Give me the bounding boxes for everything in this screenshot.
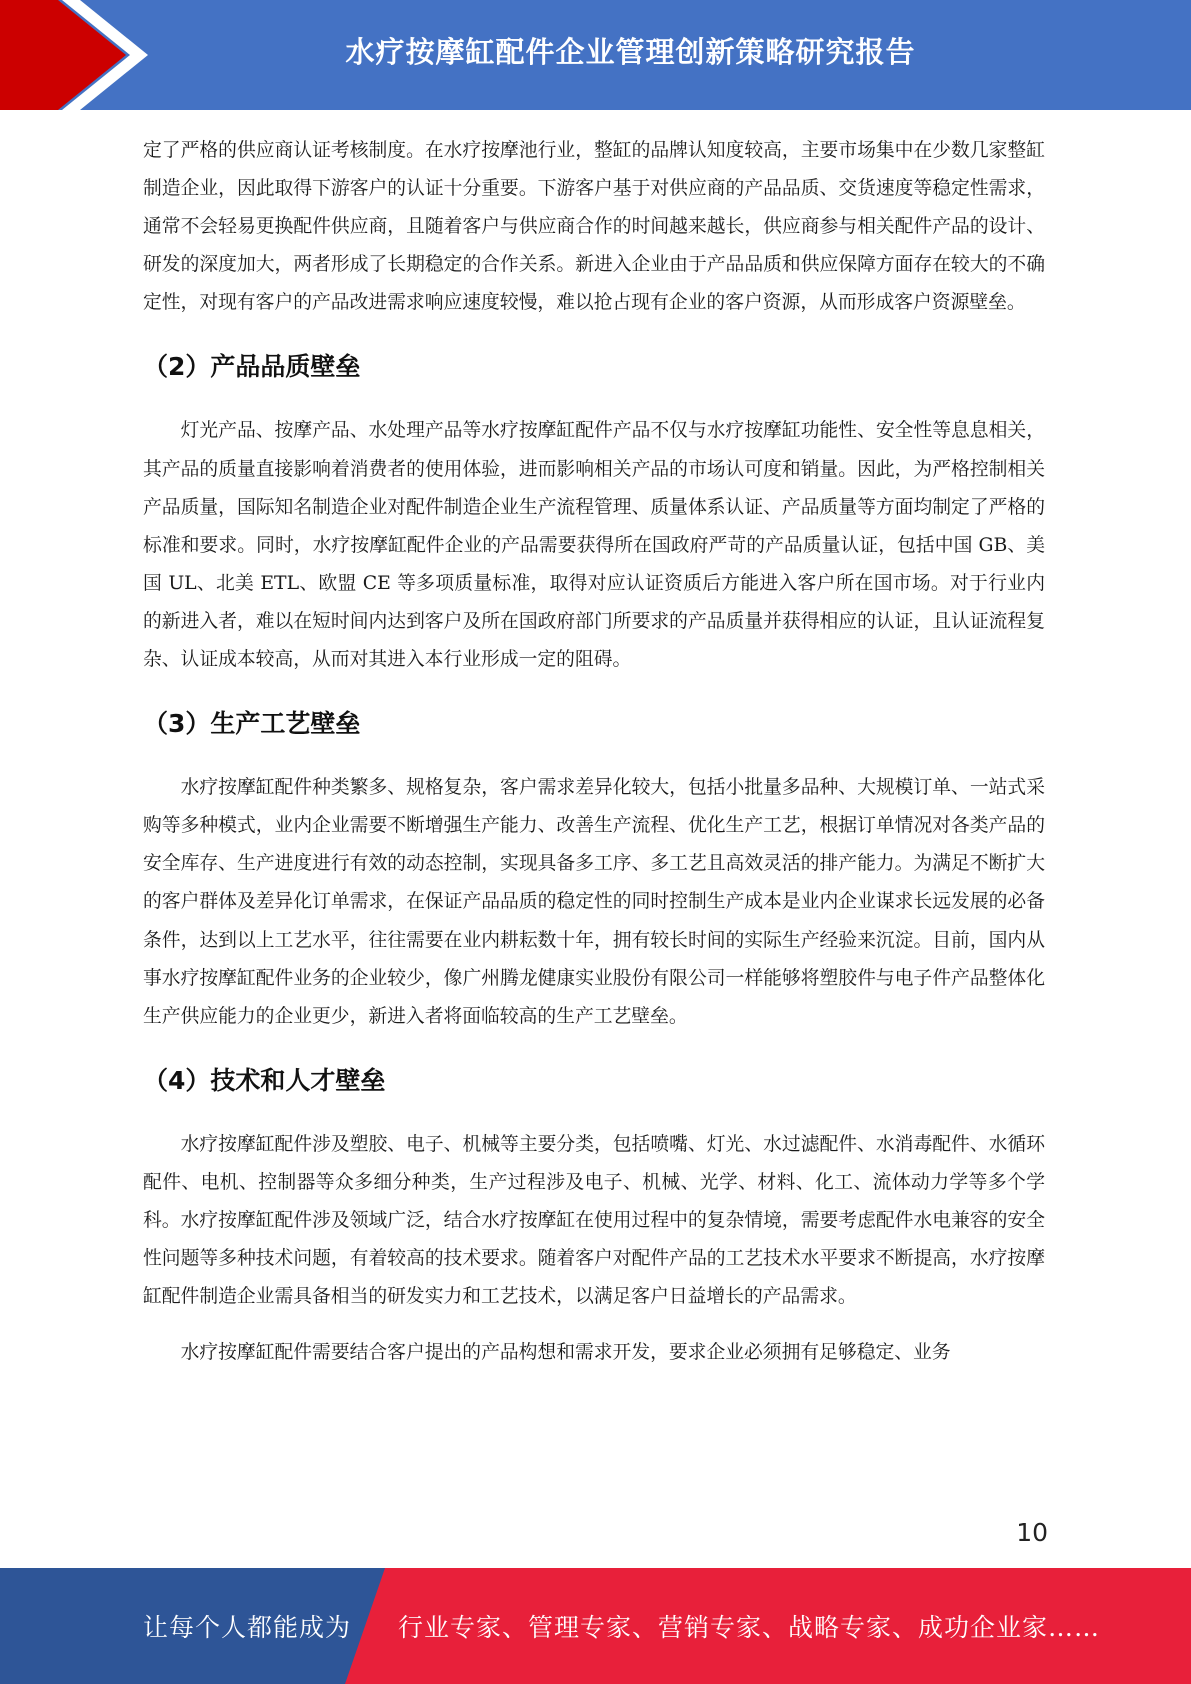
paragraph-tech-talent: 水疗按摩缸配件涉及塑胶、电子、机械等主要分类，包括喷嘴、灯光、水过滤配件、水消毒配件、水循环配件、电机、控制器等众多细分种类，生产过程涉及电子、机械、光学、材料、化工、流体动力学等多个学科。水疗按摩缸配件涉及领域广泛，结合水疗按摩缸在使用过程中的复杂情境，需要考虑配件水电兼容的安全性问题等多种技术问题，有着较高的技术要求。随着客户对配件产品的工艺技术水平要求不断提高，水疗按摩缸配件制造企业需具备相当的研发实力和工艺技术，以满足客户日益增长的产品需求。 bbox=[143, 1133, 1045, 1308]
section-heading-product-quality: （2）产品品质壁垒 bbox=[143, 352, 361, 382]
document-body bbox=[143, 132, 1045, 1372]
footer-slogan-left: 让每个人都能成为 bbox=[143, 1613, 352, 1642]
paragraph-continued: 水疗按摩缸配件需要结合客户提出的产品构想和需求开发，要求企业必须拥有足够稳定、业务 bbox=[180, 1342, 951, 1364]
paragraph-product-quality: 灯光产品、按摩产品、水处理产品等水疗按摩缸配件产品不仅与水疗按摩缸功能性、安全性等息息相关，其产品的质量直接影响着消费者的使用体验，进而影响相关产品的市场认可度和销量。因此，为严格控制相关产品质量，国际知名制造企业对配件制造企业生产流程管理、质量体系认证、产品质量等方面均制定了严格的标准和要求。同时，水疗按摩缸配件企业的产品需要获得所在国政府严苛的产品质量认证，包括中国 GB、美国 UL、北美 ETL、欧盟 CE 等多项质量标准，取得对应认证资质后方能进入客户所在国市场。对于行业内的新进入者，难以在短时间内达到客户及所在国政府部门所要求的产品质量并获得相应的认证，且认证流程复杂、认证成本较高，从而对其进入本行业形成一定的阻碍。 bbox=[143, 420, 1045, 671]
header-bar bbox=[0, 0, 1191, 110]
footer-banner bbox=[0, 1568, 1191, 1684]
report-title: 水疗按摩缸配件企业管理创新策略研究报告 bbox=[345, 34, 916, 69]
section-heading-tech-talent: （4）技术和人才壁垒 bbox=[143, 1065, 386, 1095]
header-arrow-decoration bbox=[0, 0, 150, 110]
paragraph-production-process: 水疗按摩缸配件种类繁多、规格复杂，客户需求差异化较大，包括小批量多品种、大规模订单、一站式采购等多种模式，业内企业需要不断增强生产能力、改善生产流程、优化生产工艺，根据订单情况对各类产品的安全库存、生产进度进行有效的动态控制，实现具备多工序、多工艺且高效灵活的排产能力。为满足不断扩大的客户群体及差异化订单需求，在保证产品品质的稳定性的同时控制生产成本是业内企业谋求长远发展的必备条件，达到以上工艺水平，往往需要在业内耕耘数十年，拥有较长时间的实际生产经验来沉淀。目前，国内从事水疗按摩缸配件业务的企业较少，像广州腾龙健康实业股份有限公司一样能够将塑胶件与电子件产品整体化生产供应能力的企业更少，新进入者将面临较高的生产工艺壁垒。 bbox=[143, 777, 1045, 1027]
footer-slogan-right: 行业专家、管理专家、营销专家、战略专家、成功企业家…… bbox=[398, 1613, 1101, 1642]
section-heading-production-process: （3）生产工艺壁垒 bbox=[143, 709, 361, 739]
paragraph-supplier-cert: 定了严格的供应商认证考核制度。在水疗按摩池行业，整缸的品牌认知度较高，主要市场集中在少数几家整缸制造企业，因此取得下游客户的认证十分重要。下游客户基于对供应商的产品品质、交货速度等稳定性需求，通常不会轻易更换配件供应商，且随着客户与供应商合作的时间越来越长，供应商参与相关配件产品的设计、研发的深度加大，两者形成了长期稳定的合作关系。新进入企业由于产品品质和供应保障方面存在较大的不确定性，对现有客户的产品改进需求响应速度较慢，难以抢占现有企业的客户资源，从而形成客户资源壁垒。 bbox=[143, 140, 1045, 314]
page-number: 10 bbox=[1016, 1518, 1048, 1547]
